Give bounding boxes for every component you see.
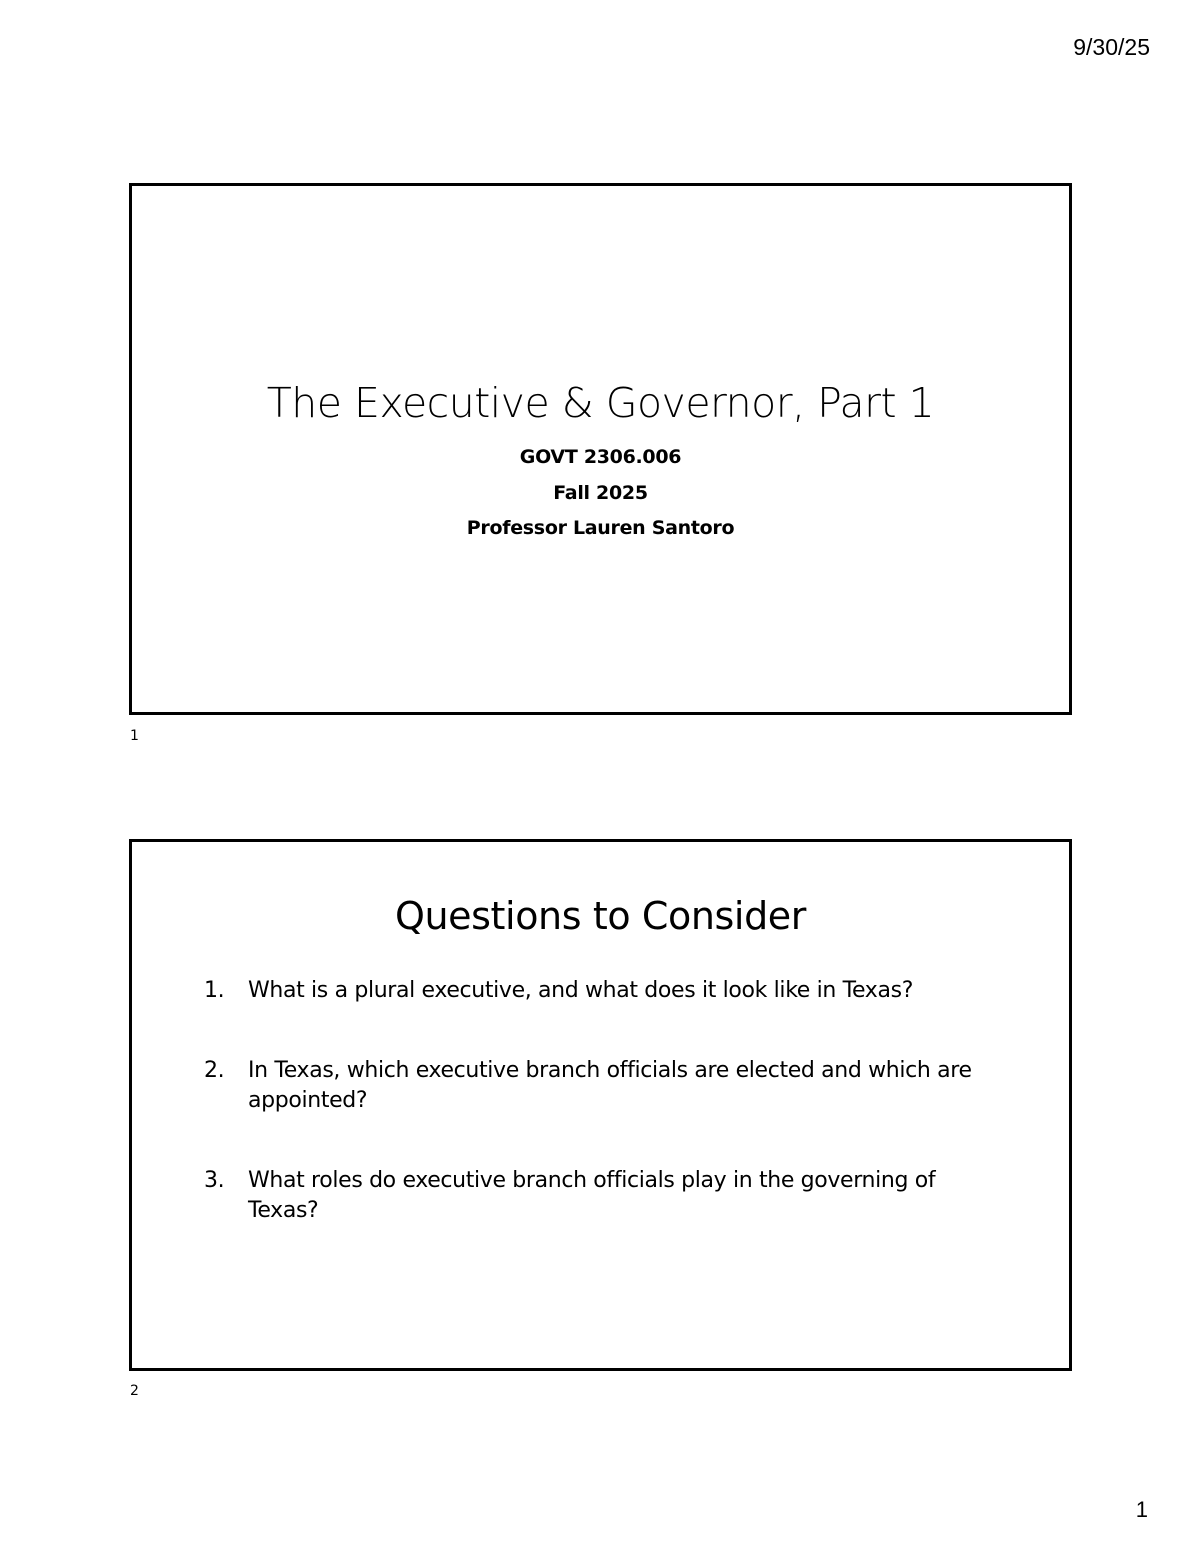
slide-title: Questions to Consider: [394, 894, 806, 938]
slide-number: 2: [130, 1383, 139, 1399]
list-item-number: 2.: [204, 1058, 225, 1083]
list-item: [204, 1166, 984, 1226]
list-item-text: What roles do executive branch officials play in the governing of Texas?: [248, 1168, 936, 1223]
slide-1: [129, 183, 1072, 715]
slide-2: [129, 839, 1072, 1371]
list-item: [204, 976, 984, 1006]
list-item: [204, 1056, 984, 1116]
slide-number: 1: [130, 728, 139, 744]
course-code: GOVT 2306.006: [519, 446, 682, 468]
question-list: [204, 976, 984, 1276]
page-number: 1: [1135, 1497, 1148, 1522]
list-item-number: 1.: [204, 978, 225, 1003]
list-item-text: In Texas, which executive branch officials are elected and which are appointed?: [248, 1058, 972, 1113]
slide-title: The Executive & Governor, Part 1: [266, 379, 935, 427]
list-item-number: 3.: [204, 1168, 225, 1193]
page-date: 9/30/25: [1073, 34, 1150, 60]
list-item-text: What is a plural executive, and what does it look like in Texas?: [248, 978, 914, 1003]
course-term: Fall 2025: [553, 482, 648, 504]
professor-name: Professor Lauren Santoro: [466, 517, 735, 539]
